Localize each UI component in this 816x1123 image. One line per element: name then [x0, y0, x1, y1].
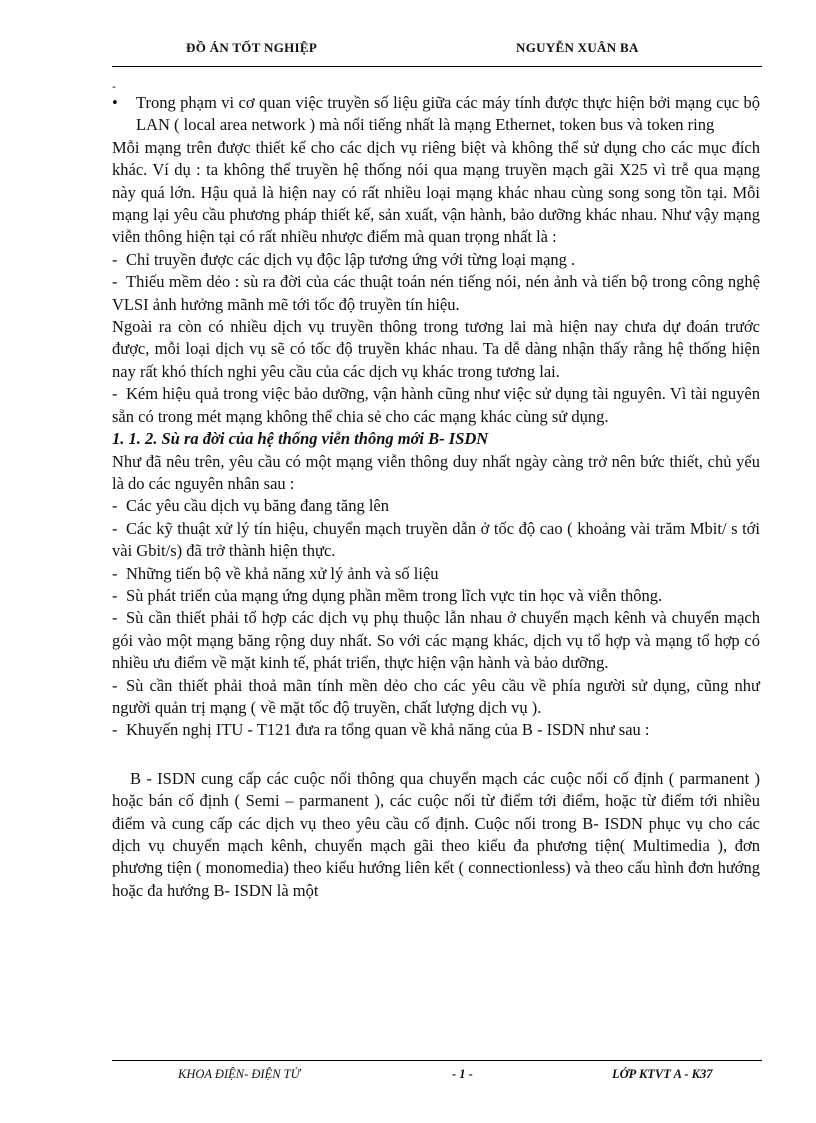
- dash-item: [112, 607, 760, 674]
- dash-marker: -: [112, 675, 118, 695]
- page-footer: [0, 1067, 816, 1087]
- dash-marker: -: [112, 384, 118, 404]
- dash-marker: -: [112, 585, 118, 605]
- footer-faculty: KHOA ĐIỆN- ĐIỆN TỬ: [178, 1067, 301, 1081]
- dash-item: [112, 383, 760, 428]
- paragraph: Ngoài ra còn có nhiều dịch vụ truyền thông trong tương lai mà hiện nay chưa dự đoán trước được, mỗi loại dịch vụ sẽ có tốc độ truyền khác nhau. Ta dễ dàng nhận thấy rằng hệ thống hiện nay rất khó thích nghi yêu cầu của các dịch vụ khác trong tương lai.: [112, 317, 760, 381]
- header-divider: [112, 66, 762, 67]
- dash-marker: -: [112, 272, 118, 292]
- dash-text: Kém hiệu quả trong việc bảo dưỡng, vận hành cũng như việc sử dụng tài nguyên. Vì tài nguyên sẵn có trong mét mạng không thể chia sẻ cho các mạng khác cùng sử dụng.: [112, 384, 760, 426]
- paragraph: B - ISDN cung cấp các cuộc nối thông qua chuyển mạch các cuộc nối cố định ( parmanent ) hoặc bán cố định ( Semi – parmanent ), các cuộc nối từ điểm tới điểm, hoặc từ điểm tới nhiều điểm và cung cấp các dịch vụ theo yêu cầu cố định. Cuộc nối trong B- ISDN phục vụ cho các dịch vụ chuyển mạch kênh, chuyển mạch gãi theo kiểu đa phương tiện( Multimedia ), đơn phương tiện ( monomedia) theo kiểu hướng liên kết ( connectionless) và theo cấu hình đơn hướng hoặc đa hướng B- ISDN là một: [112, 768, 760, 900]
- dash-text: Những tiến bộ về khả năng xử lý ảnh và số liệu: [126, 563, 439, 583]
- dash-item: [112, 585, 760, 607]
- dash-text: Sù phát triển của mạng ứng dụng phần mềm trong lĩch vực tin học và viễn thông.: [126, 585, 663, 605]
- dash-text: Sù cần thiết phải thoả mãn tính mền dẻo cho các yêu cầu về phía người sử dụng, cũng như người quản trị mạng ( về mặt tốc độ truyền, chất lượng dịch vụ ).: [112, 675, 760, 717]
- dash-item: [112, 271, 760, 316]
- dash-marker: -: [112, 608, 118, 628]
- footer-divider: [112, 1060, 762, 1061]
- paragraph: Mỗi mạng trên được thiết kế cho các dịch vụ riêng biệt và không thể sử dụng cho các mục đích khác. Ví dụ : ta không thể truyền hệ thống nói qua mạng truyền mạch gãi X25 vì trễ qua mạng này quá lớn. Hậu quả là hiện nay có rất nhiều loại mạng khác nhau cùng song song tồn tại. Mỗi mạng lại yêu cầu phương pháp thiết kế, sản xuất, vận hành, bảo dưỡng khác nhau. Như vậy mạng viễn thông hiện tại có rất nhiều nhược điểm mà quan trọng nhất là :: [112, 137, 760, 247]
- dash-marker: -: [112, 518, 118, 538]
- bullet-text: Trong phạm vi cơ quan việc truyền số liệu giữa các máy tính được thực hiện bởi mạng cục bộ LAN ( local area network ) mà nổi tiếng nhất là mạng Ethernet, token bus và token ring: [136, 93, 760, 135]
- bullet-item: [112, 92, 760, 137]
- dash-item: [112, 518, 760, 563]
- page-header: [0, 40, 816, 60]
- dash-item: [112, 563, 760, 585]
- dash-marker: -: [112, 563, 118, 583]
- document-body: [112, 79, 760, 902]
- dash-item: [112, 495, 760, 517]
- dash-text: Các kỹ thuật xử lý tín hiệu, chuyển mạch truyền dẫn ở tốc độ cao ( khoảng vài trăm Mbit/ s tới vài Gbit/s) đã trở thành hiện thực.: [112, 518, 760, 561]
- section-heading: 1. 1. 2. Sù ra đời của hệ thống viễn thông mới B- ISDN: [112, 429, 489, 449]
- dash-text: Các yêu cầu dịch vụ băng đang tăng lên: [126, 496, 389, 516]
- dash-item: [112, 675, 760, 720]
- header-project-title: ĐỒ ÁN TỐT NGHIỆP: [186, 40, 318, 55]
- dash-item: [112, 719, 760, 741]
- dash-text: Khuyến nghị ITU - T121 đưa ra tổng quan về khả năng của B - ISDN như sau :: [126, 720, 650, 740]
- dash-marker: -: [112, 720, 118, 740]
- dash-marker: -: [112, 249, 118, 269]
- header-author: NGUYỄN XUÂN BA: [516, 40, 639, 55]
- bullet-icon: •: [112, 93, 118, 112]
- footer-class: LỚP KTVT A - K37: [612, 1067, 713, 1081]
- paragraph: Như đã nêu trên, yêu cầu có một mạng viễn thông duy nhất ngày càng trở nên bức thiết, chủ yếu là do các nguyên nhân sau :: [112, 451, 760, 493]
- dash-text: Sù cần thiết phải tổ hợp các dịch vụ phụ thuộc lẫn nhau ở chuyển mạch kênh và chuyển mạch gói vào một mạng băng rộng duy nhất. So với các mạng khác, dịch vụ tổ hợp và mạng tổ hợp có nhiều ưu điểm về mặt kinh tế, phát triển, thực hiện vận hành và bảo dưỡng.: [112, 608, 760, 673]
- dash-text: Chỉ truyền được các dịch vụ độc lập tương ứng với từng loại mạng .: [126, 249, 576, 269]
- spacer: [112, 742, 760, 768]
- dash-marker: -: [112, 496, 118, 516]
- dash-text: Thiếu mềm dẻo : sù ra đời của các thuật toán nén tiếng nói, nén ảnh và tiến bộ trong công nghệ VLSI ảnh hưởng mãnh mẽ tới tốc độ truyền tín hiệu.: [112, 272, 760, 314]
- page-number: - 1 -: [452, 1067, 473, 1081]
- dash-item: [112, 249, 760, 271]
- stray-marker: -: [112, 79, 116, 93]
